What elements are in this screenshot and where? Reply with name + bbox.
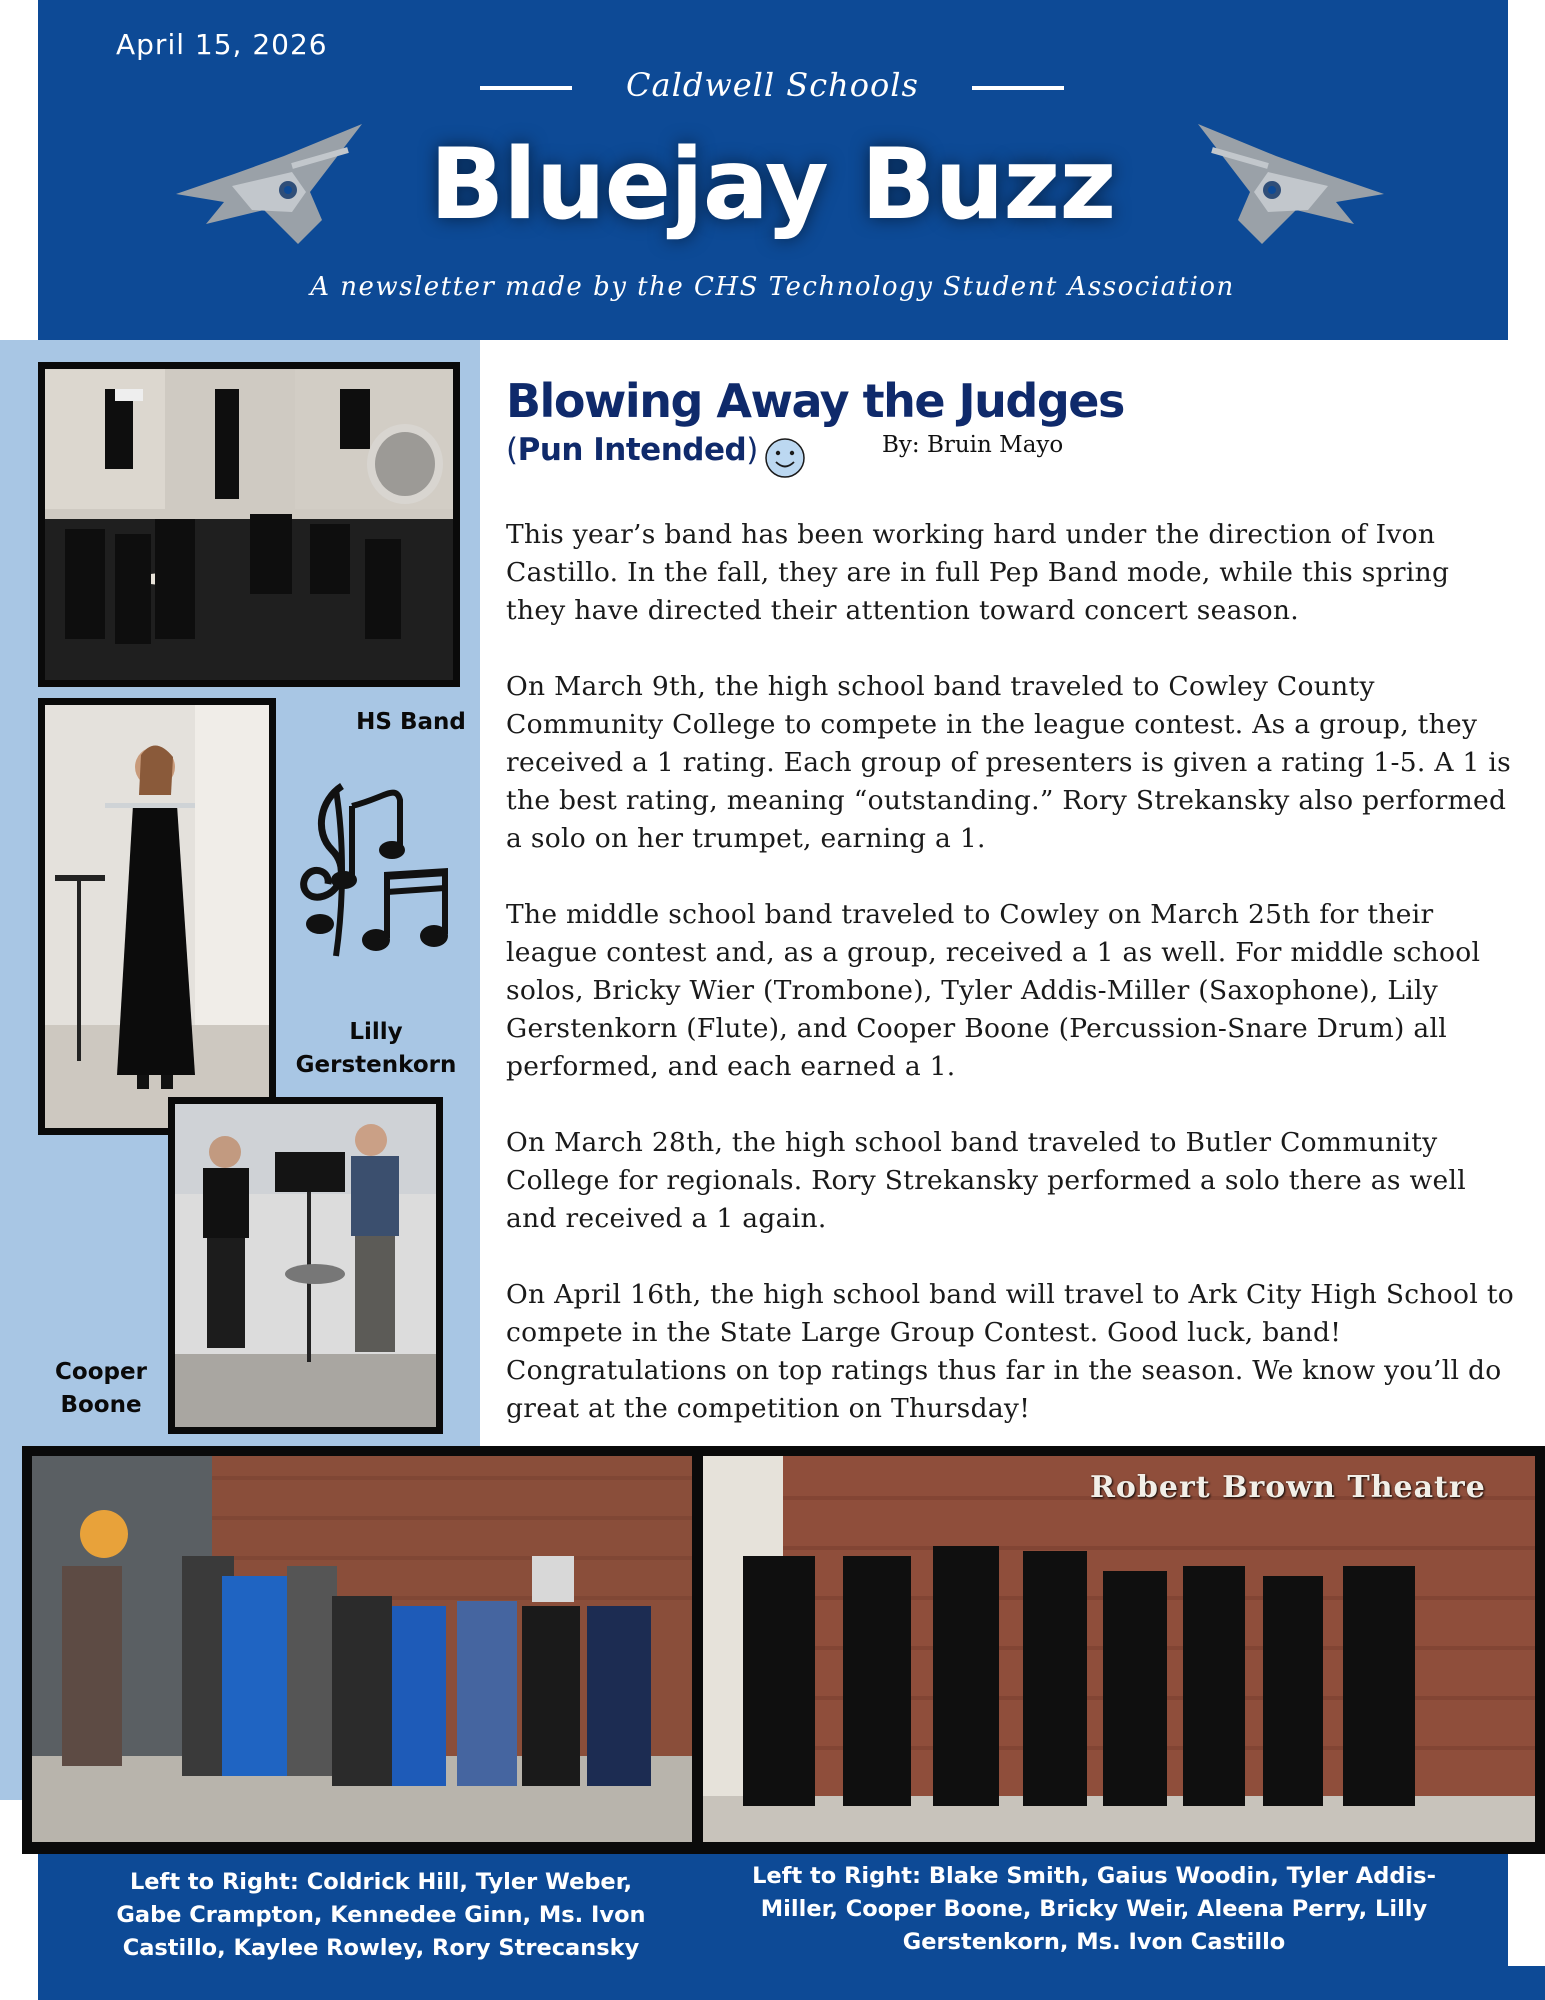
lilly-gerstenkorn-photo	[38, 698, 276, 1135]
byline: By: Bruin Mayo	[882, 432, 1064, 458]
caption-hs-band: HS Band	[356, 709, 466, 735]
ms-group-photo	[703, 1456, 1535, 1842]
article-paragraph: On March 9th, the high school band traveled to Cowley County Community College to compete in the league contest. As a group, they received a 1 rating. Each group of presenters is given a rating 1-5. A 1 is the best rating, meaning “outstanding.” Rory Strekansky also performed a solo on her trumpet, earning a 1.	[506, 671, 1512, 854]
article-paragraph: The middle school band traveled to Cowley on March 25th for their league contest and, as a group, received a 1 as well. For middle school solos, Bricky Wier (Trombone), Tyler Addis-Miller (Saxophone), Lily Gerstenkorn (Flute), and Cooper Boone (Percussion-Snare Drum) all performed, and each earned a 1.	[506, 899, 1481, 1082]
school-name: Caldwell Schools	[626, 66, 919, 104]
newsletter-subtitle: A newsletter made by the CHS Technology Student Association	[310, 272, 1235, 302]
article-title: Blowing Away the Judges	[506, 374, 1124, 428]
article-paragraph: On March 28th, the high school band traveled to Butler Community College for regionals. Rory Strekansky performed a solo there as well and received a 1 again.	[506, 1127, 1466, 1234]
issue-date: April 15, 2026	[116, 28, 328, 61]
caption-ms-group: Left to Right: Blake Smith, Gaius Woodin, Tyler Addis-Miller, Cooper Boone, Bricky Weir, Aleena Perry, Lilly Gerstenkorn, Ms. Ivon Castillo	[752, 1863, 1436, 1955]
hs-band-photo	[38, 362, 460, 687]
article-paragraph: On April 16th, the high school band will travel to Ark City High School to compete in the State Large Group Contest. Good luck, band! Congratulations on top ratings thus far in the season. We know you’ll do great at the competition on Thursday!	[506, 1279, 1515, 1424]
smiley-face-icon	[763, 436, 807, 480]
theatre-sign: Robert Brown Theatre	[1090, 1470, 1486, 1505]
bluejay-logo-left-icon	[172, 120, 368, 252]
caption-cooper: Cooper Boone	[55, 1359, 147, 1418]
hs-group-photo	[32, 1456, 692, 1842]
caption-hs-group: Left to Right: Coldrick Hill, Tyler Weber, Gabe Crampton, Kennedee Ginn, Ms. Ivon Castillo, Kaylee Rowley, Rory Strecansky	[116, 1869, 646, 1961]
footer-strip	[1508, 1966, 1545, 2000]
article-paragraph: This year’s band has been working hard under the direction of Ivon Castillo. In the fall, they are in full Pep Band mode, while this spring they have directed their attention toward concert season.	[506, 519, 1450, 626]
newsletter-title: Bluejay Buzz	[429, 128, 1116, 242]
music-notes-icon	[292, 780, 462, 964]
article-body	[506, 516, 1516, 1466]
article-subtitle: (Pun Intended)	[506, 432, 758, 468]
caption-lilly: Lilly Gerstenkorn	[295, 1019, 457, 1078]
bluejay-logo-right-icon	[1192, 120, 1388, 252]
cooper-boone-photo	[168, 1097, 443, 1434]
